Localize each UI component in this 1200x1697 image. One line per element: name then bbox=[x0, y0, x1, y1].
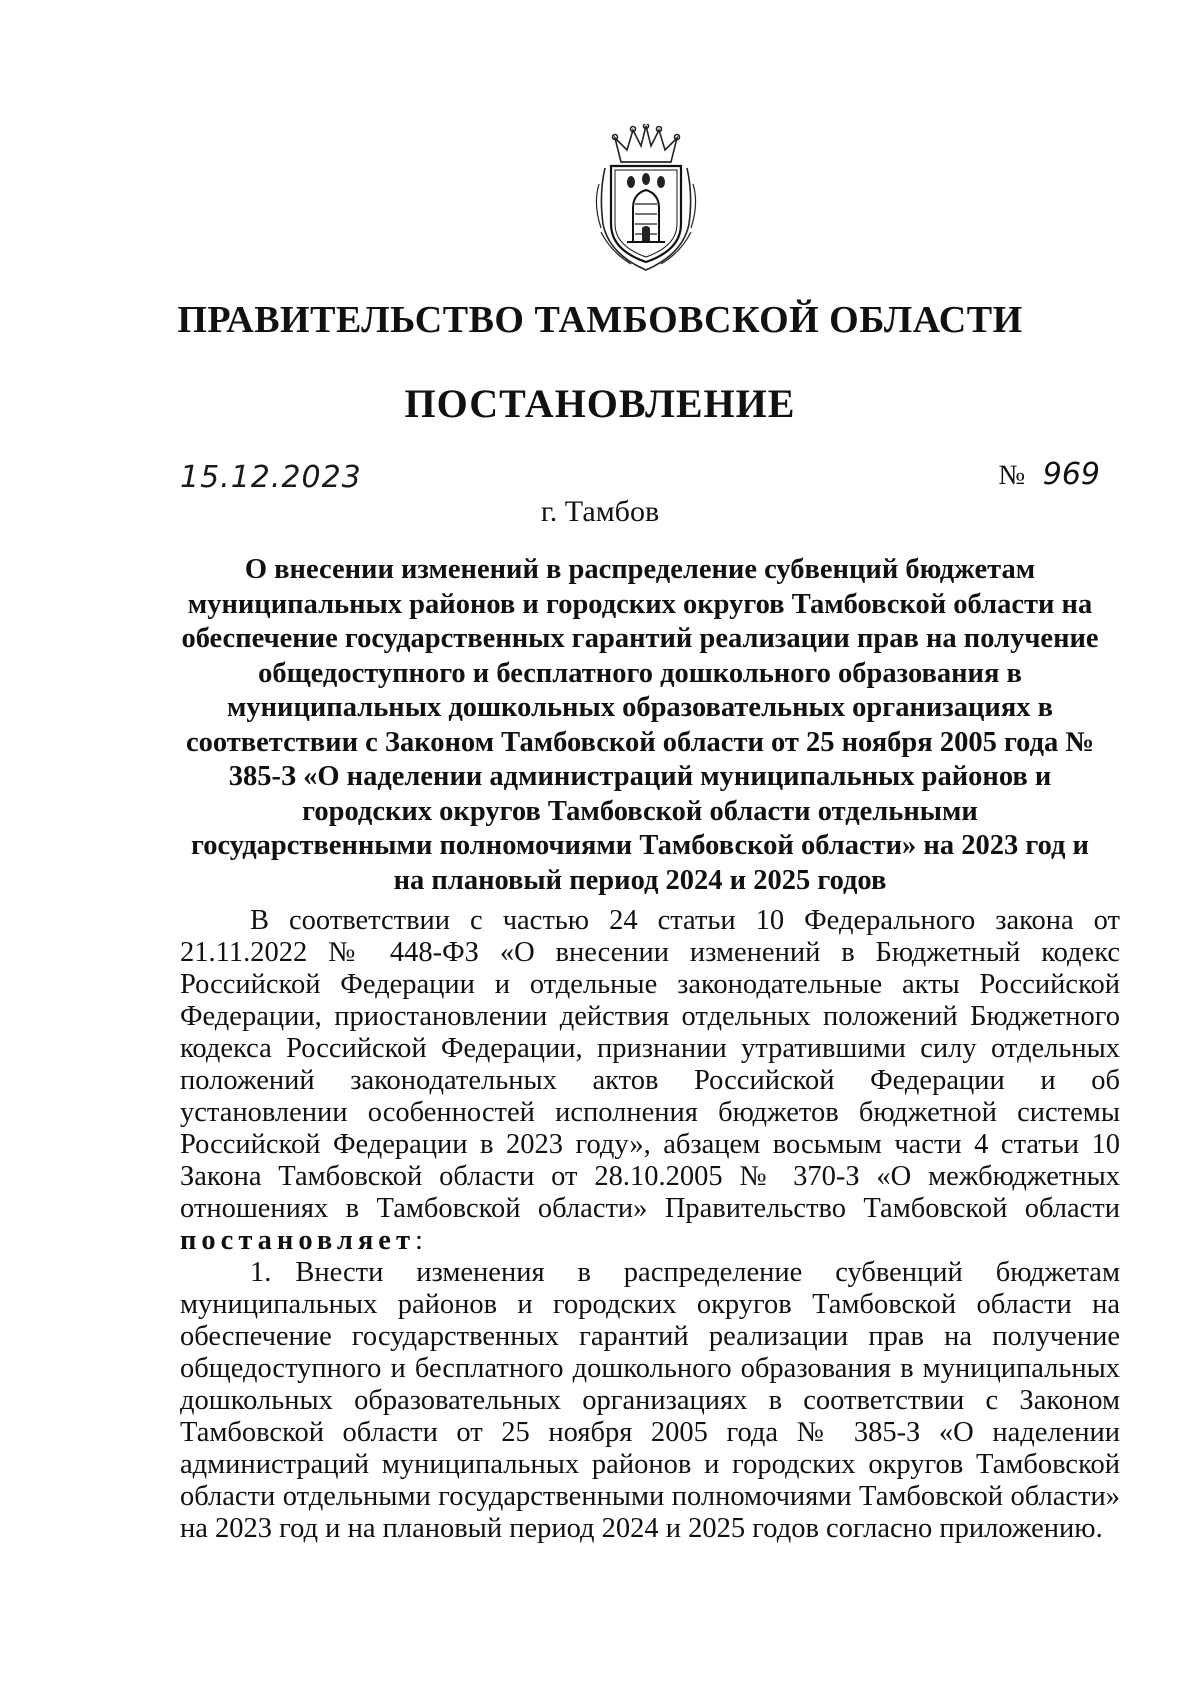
item-1-text: Внести изменения в распределение субвенций бюджетам муниципальных районов и городских округов Тамбовской области на обеспечение государственных гарантий реализации прав на получение общедоступного и бесплатного дошкольного образования в муниципальных дошкольных образовательных организациях в соответствии с Законом Тамбовской области от 25 ноября 2005 года № 385-З «О наделении администраций муниципальных районов и городских округов Тамбовской области отдельными государственными полномочиями Тамбовской области» на 2023 год и на плановый период 2024 и 2025 годов согласно приложению. bbox=[180, 1257, 1120, 1544]
document-number bbox=[999, 457, 1100, 492]
document-heading: О внесении изменений в распределение субвенций бюджетам муниципальных районов и городских округов Тамбовской области на обеспечение государственных гарантий реализации прав на получение общедоступного и бесплатного дошкольного образования в муниципальных дошкольных образовательных организациях в соответствии с Законом Тамбовской области от 25 ноября 2005 года № 385-З «О наделении администраций муниципальных районов и городских округов Тамбовской области отдельными государственными полномочиями Тамбовской области» на 2023 год и на плановый период 2024 и 2025 годов bbox=[181, 554, 1099, 896]
item-1-number: 1. bbox=[250, 1257, 272, 1288]
preamble-text: В соответствии с частью 24 статьи 10 Федерального закона от 21.11.2022 № 448-ФЗ «О внесении изменений в Бюджетный кодекс Российской Федерации и отдельные законодательные акты Российской Федерации, приостановлении действия отдельных положений Бюджетного кодекса Российской Федерации, признании утратившими силу отдельных положений законодательных актов Российской Федерации и об установлении особенностей исполнения бюджетов бюджетной системы Российской Федерации в 2023 году», абзацем восьмым части 4 статьи 10 Закона Тамбовской области от 28.10.2005 № 370-З «О межбюджетных отношениях в Тамбовской области» Правительство Тамбовской области bbox=[180, 905, 1120, 1224]
preamble-paragraph bbox=[180, 905, 1120, 1257]
city-line: г. Тамбов bbox=[540, 495, 660, 528]
document-body bbox=[180, 905, 1120, 1545]
resolves-colon: : bbox=[414, 1225, 423, 1256]
organization-title: ПРАВИТЕЛЬСТВО ТАМБОВСКОЙ ОБЛАСТИ bbox=[177, 299, 1023, 341]
coat-of-arms-emblem bbox=[591, 124, 701, 274]
document-type: ПОСТАНОВЛЕНИЕ bbox=[404, 381, 796, 426]
document-date: 15.12.2023 bbox=[180, 460, 362, 495]
number-sign: № bbox=[998, 460, 1026, 491]
number-value: 969 bbox=[1042, 457, 1100, 492]
item-1-paragraph bbox=[180, 1257, 1120, 1545]
resolves-word: постановляет bbox=[180, 1225, 415, 1256]
